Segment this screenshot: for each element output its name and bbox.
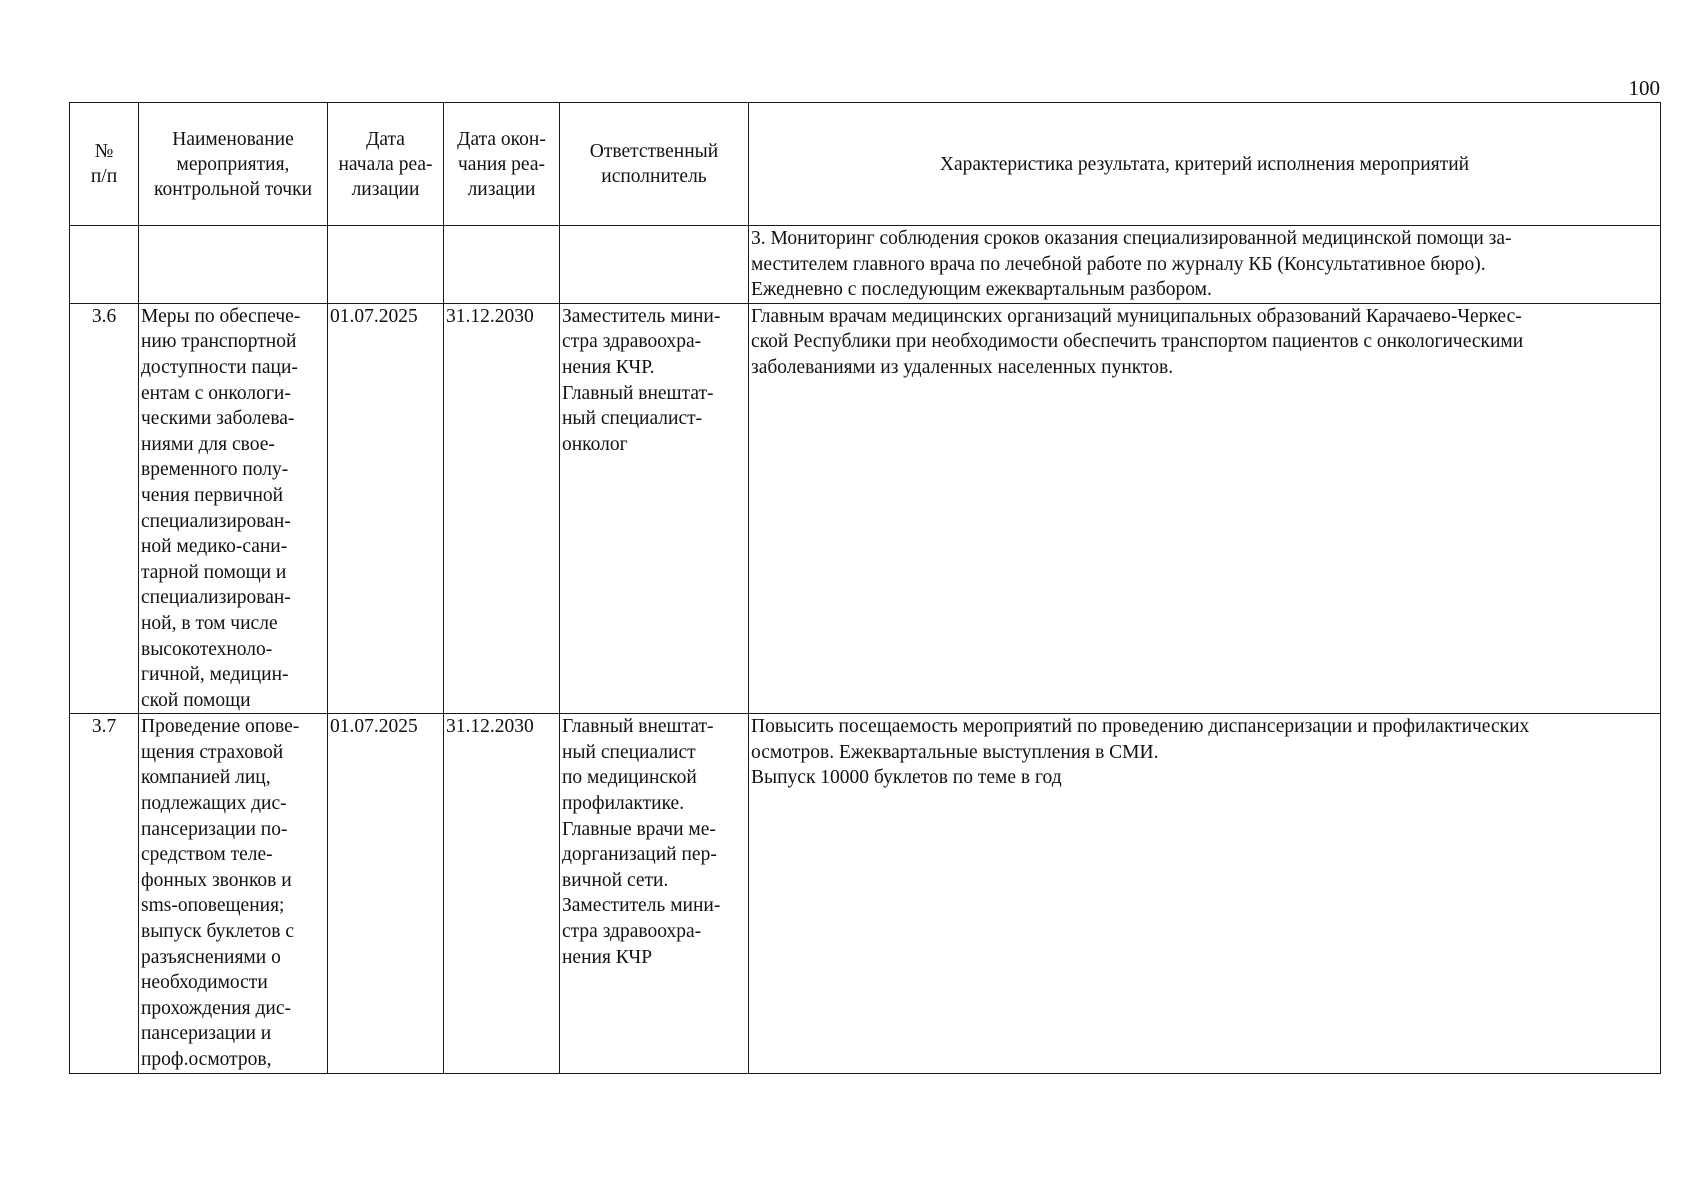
cell-measure-name: Проведение опове- щения страховой компанией лиц, подлежащих дис- пансеризации по- средством теле- фонных звонков и sms-оповещения; выпуск буклетов с разъяснениями о необходимости прохождения дис- пансеризации и проф.осмотров, bbox=[139, 714, 328, 1073]
cell-number bbox=[70, 226, 139, 304]
cell-responsible: Заместитель мини- стра здравоохра- нения КЧР. Главный внештат- ный специалист- онколог bbox=[560, 303, 749, 714]
cell-measure-name: Меры по обеспече- нию транспортной доступности паци- ентам с онкологи- ческими заболева- ниями для свое- временного полу- чения первичной специализирован- ной медико-сани- тарной помощи и специализирован- ной, в том числе высокотехноло- гичной, медицин- ской помощи bbox=[139, 303, 328, 714]
table-row bbox=[70, 226, 1661, 304]
measures-table bbox=[69, 102, 1661, 1074]
table-row bbox=[70, 714, 1661, 1073]
cell-end-date bbox=[444, 226, 560, 304]
header-responsible: Ответственный исполнитель bbox=[560, 103, 749, 226]
header-measure-name: Наименование мероприятия, контрольной точки bbox=[139, 103, 328, 226]
header-end-date: Дата окон- чания реа- лизации bbox=[444, 103, 560, 226]
cell-result: Повысить посещаемость мероприятий по проведению диспансеризации и профилактических осмотров. Ежеквартальные выступления в СМИ. Выпуск 10000 буклетов по теме в год bbox=[749, 714, 1661, 1073]
cell-end-date: 31.12.2030 bbox=[444, 714, 560, 1073]
table-row bbox=[70, 303, 1661, 714]
cell-result: 3. Мониторинг соблюдения сроков оказания специализированной медицинской помощи за- местителем главного врача по лечебной работе по журналу КБ (Консультативное бюро). Ежедневно с последующим ежеквартальным разбором. bbox=[749, 226, 1661, 304]
cell-number: 3.7 bbox=[70, 714, 139, 1073]
table-header-row bbox=[70, 103, 1661, 226]
cell-responsible: Главный внештат- ный специалист по медицинской профилактике. Главные врачи ме- дорганизаций пер- вичной сети. Заместитель мини- стра здравоохра- нения КЧР bbox=[560, 714, 749, 1073]
cell-result: Главным врачам медицинских организаций муниципальных образований Карачаево-Черкес- ской Республики при необходимости обеспечить транспортом пациентов с онкологическими заболеваниями из удаленных населенных пунктов. bbox=[749, 303, 1661, 714]
header-number: № п/п bbox=[70, 103, 139, 226]
cell-start-date: 01.07.2025 bbox=[328, 303, 444, 714]
page-number: 100 bbox=[1628, 76, 1660, 100]
header-start-date: Дата начала реа- лизации bbox=[328, 103, 444, 226]
cell-start-date: 01.07.2025 bbox=[328, 714, 444, 1073]
cell-responsible bbox=[560, 226, 749, 304]
cell-measure-name bbox=[139, 226, 328, 304]
cell-start-date bbox=[328, 226, 444, 304]
header-result: Характеристика результата, критерий исполнения мероприятий bbox=[749, 103, 1661, 226]
cell-number: 3.6 bbox=[70, 303, 139, 714]
cell-end-date: 31.12.2030 bbox=[444, 303, 560, 714]
